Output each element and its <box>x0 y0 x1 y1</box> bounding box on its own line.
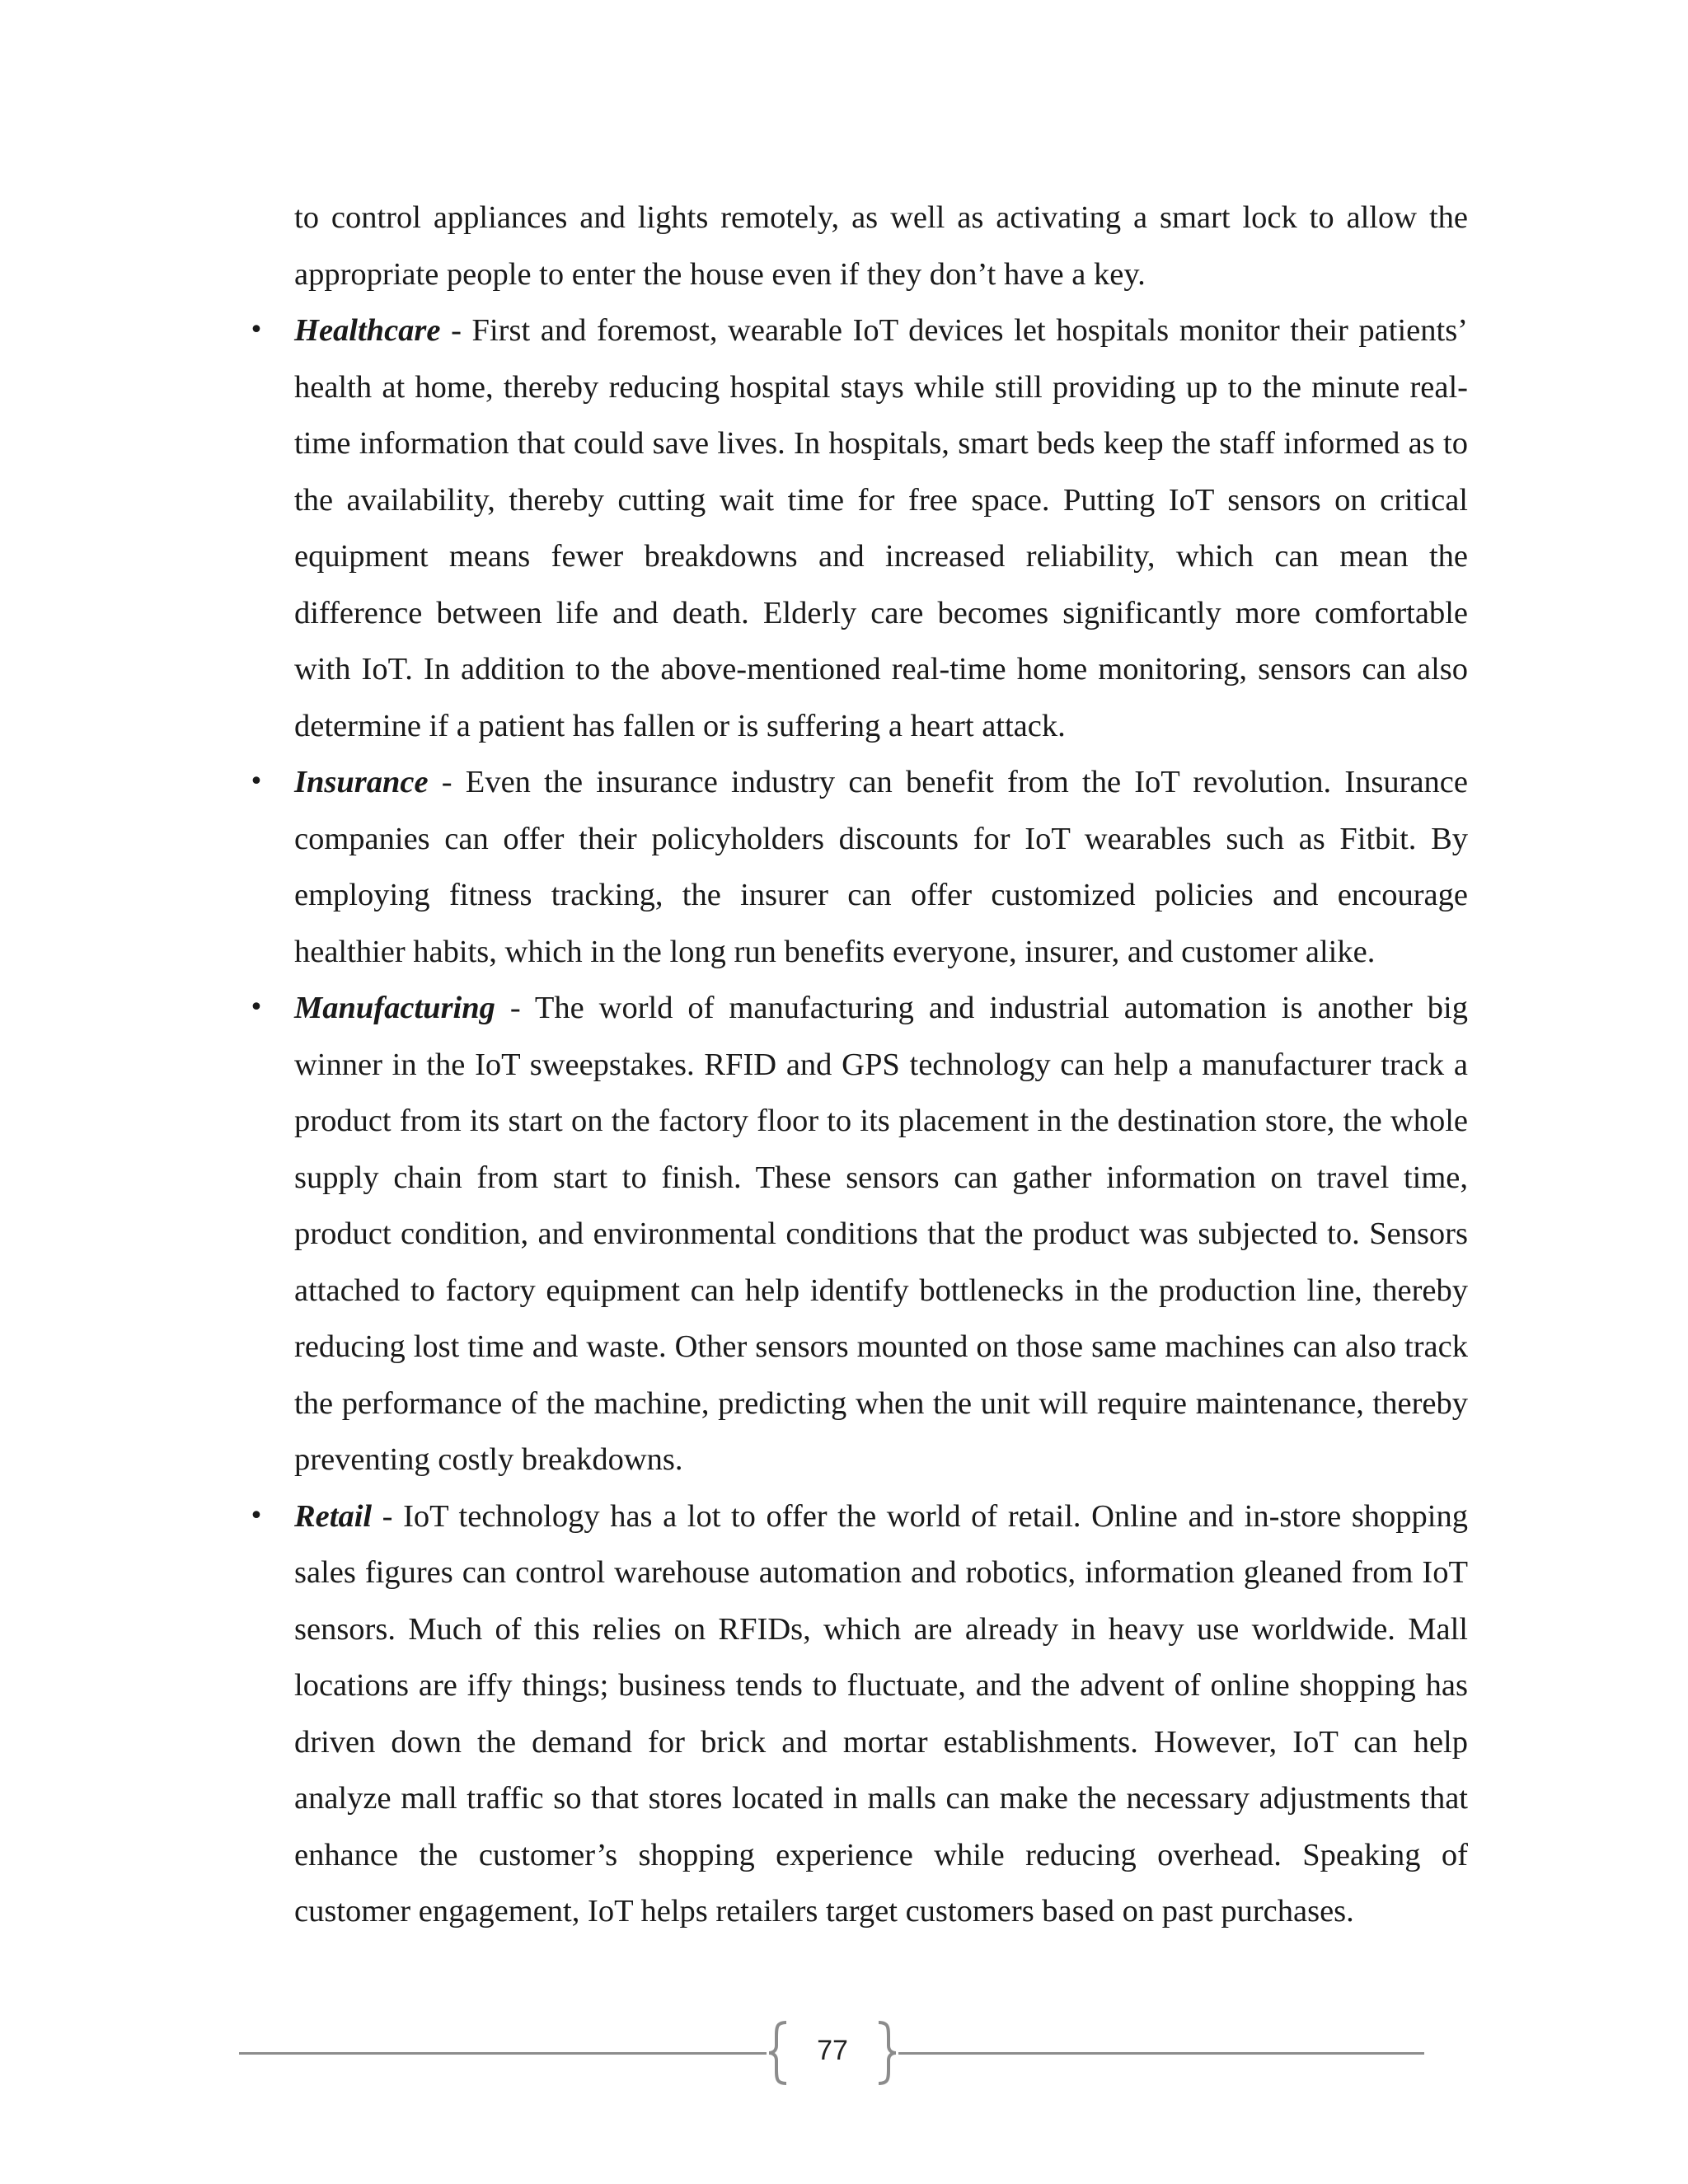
body-text <box>249 190 1468 1940</box>
bullet-icon: • <box>249 1501 264 1530</box>
list-item-insurance <box>249 754 1468 980</box>
item-text: The world of manufacturing and industrial automation is another big winner in the IoT sweepstakes. RFID and GPS technology can help a manufacturer track a product from its start on the factory floor to its placement in the destination store, the whole supply chain from start to finish. These sensors can gather information on travel time, product condition, and environmental conditions that the product was subjected to. Sensors attached to factory equipment can help identify bottlenecks in the production line, thereby reducing lost time and waste. Other sensors mounted on those same machines can also track the performance of the machine, predicting when the unit will require maintenance, thereby preventing costly breakdowns. <box>294 991 1468 1477</box>
term-separator: - <box>428 765 466 799</box>
application-list <box>249 302 1468 1940</box>
page-number: 77 <box>817 2035 848 2066</box>
bullet-icon: • <box>249 767 264 796</box>
item-text: Even the insurance industry can benefit from the IoT revolution. Insurance companies can offer their policyholders discounts for IoT wearables such as Fitbit. By employing fitness tracking, the insurer can offer customized policies and encourage healthier habits, which in the long run benefits everyone, insurer, and customer alike. <box>294 765 1468 969</box>
bullet-icon: • <box>249 993 264 1022</box>
footer-rule-right <box>898 2052 1424 2055</box>
list-item-manufacturing <box>249 980 1468 1488</box>
intro-paragraph: to control appliances and lights remotely, as well as activating a smart lock to allow the appropriate people to enter the house even if they don’t have a key. <box>294 200 1468 292</box>
term-healthcare: Healthcare <box>294 313 441 348</box>
term-manufacturing: Manufacturing <box>294 991 495 1025</box>
term-separator: - <box>495 991 535 1025</box>
page-footer <box>239 2021 1424 2087</box>
footer-rule-left <box>239 2052 767 2055</box>
left-brace-icon <box>767 2021 791 2085</box>
list-item-healthcare <box>249 302 1468 754</box>
term-insurance: Insurance <box>294 765 429 799</box>
term-separator: - <box>440 313 472 348</box>
list-item-retail <box>249 1488 1468 1940</box>
term-separator: - <box>372 1498 404 1534</box>
right-brace-icon <box>874 2021 898 2085</box>
term-retail: Retail <box>294 1498 373 1534</box>
bullet-icon: • <box>249 316 264 344</box>
item-text: First and foremost, wearable IoT devices let hospitals monitor their patients’ health at home, thereby reducing hospital stays while still providing up to the minute real-time information that could save lives. In hospitals, smart beds keep the staff informed as to the availability, thereby cutting wait time for free space. Putting IoT sensors on critical equipment means fewer breakdowns and increased reliability, which can mean the difference between life and death. Elderly care becomes significantly more comfortable with IoT. In addition to the above-mentioned real-time home monitoring, sensors can also determine if a patient has fallen or is suffering a heart attack. <box>294 313 1468 743</box>
item-text: IoT technology has a lot to offer the world of retail. Online and in-store shopping sales figures can control warehouse automation and robotics, information gleaned from IoT sensors. Much of this relies on RFIDs, which are already in heavy use worldwide. Mall locations are iffy things; business tends to fluctuate, and the advent of online shopping has driven down the demand for brick and mortar establishments. However, IoT can help analyze mall traffic so that stores located in malls can make the necessary adjustments that enhance the customer’s shopping experience while reducing overhead. Speaking of customer engagement, IoT helps retailers target customers based on past purchases. <box>294 1498 1468 1929</box>
